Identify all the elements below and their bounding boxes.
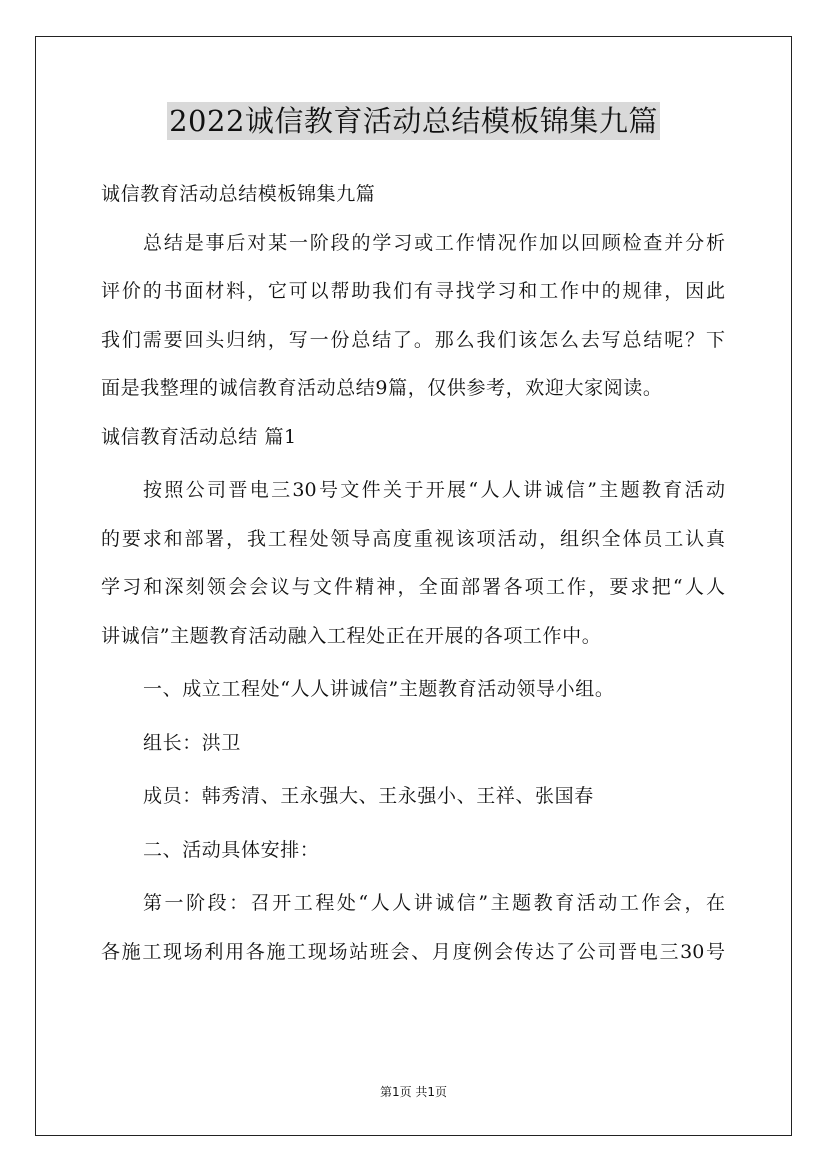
paragraph-line: 第一阶段：召开工程处“人人讲诚信”主题教育活动工作会，在: [143, 892, 725, 914]
section-heading: 诚信教育活动总结 篇1: [101, 425, 297, 448]
paragraph-line: 讲诚信”主题教育活动融入工程处正在开展的各项工作中。: [101, 624, 602, 647]
paragraph-line: 评价的书面材料，它可以帮助我们有寻找学习和工作中的规律，因此: [101, 280, 725, 302]
list-item: 一、成立工程处“人人讲诚信”主题教育活动领导小组。: [143, 678, 615, 700]
paragraph-line: 的要求和部署，我工程处领导高度重视该项活动，组织全体员工认真: [101, 527, 725, 550]
list-item: 组长：洪卫: [143, 731, 242, 754]
paragraph-line: 按照公司晋电三30号文件关于开展“人人讲诚信”主题教育活动: [143, 479, 725, 501]
paragraph-line: 面是我整理的诚信教育活动总结9篇，仅供参考，欢迎大家阅读。: [101, 377, 663, 399]
title-container: [0, 102, 827, 140]
list-item: 成员：韩秀清、王永强大、王永强小、王祥、张国春: [143, 785, 594, 807]
document-body: [101, 170, 725, 976]
paragraph-line: 学习和深刻领会会议与文件精神，全面部署各项工作，要求把“人人: [101, 576, 725, 598]
paragraph-line: 各施工现场利用各施工现场站班会、月度例会传达了公司晋电三30号: [101, 940, 725, 963]
document-title: 2022诚信教育活动总结模板锦集九篇: [169, 104, 658, 138]
paragraph-line: 我们需要回头归纳，写一份总结了。那么我们该怎么去写总结呢？下: [101, 328, 725, 351]
page-footer: 第1页 共1页: [379, 1085, 448, 1099]
subtitle-line: 诚信教育活动总结模板锦集九篇: [101, 183, 376, 205]
paragraph-line: 总结是事后对某一阶段的学习或工作情况作加以回顾检查并分析: [143, 231, 725, 254]
list-item: 二、活动具体安排：: [143, 838, 320, 861]
